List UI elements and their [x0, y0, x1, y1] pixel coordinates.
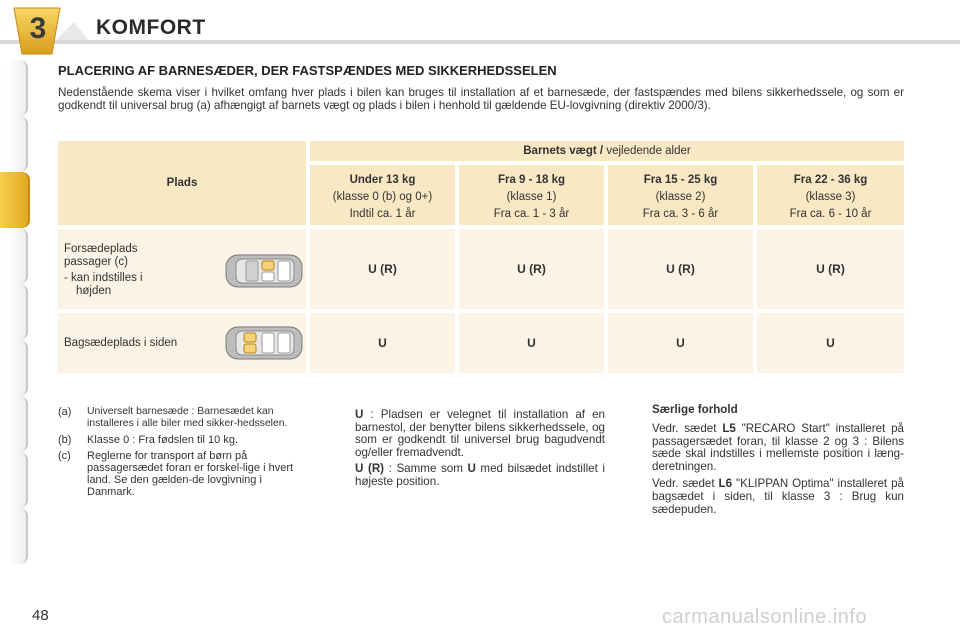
table-cell: U: [459, 313, 604, 373]
special-title: Særlige forhold: [652, 403, 738, 416]
car-seat-rear-icon: [224, 323, 304, 363]
chapter-tab[interactable]: [6, 116, 28, 172]
intro-paragraph: Nedenstående skema viser i hvilket omfang hver plads i bilen kan bruges til installation af et barnesæde, der fastspændes med bilens sikkerhedssele, og som er godkendt til universal brug (a) afhængigt af barnets vægt og plads i bilen i henhold til gældende EU-lovgivning (direktiv 2000/3).: [58, 86, 904, 112]
footnote: (b) Klasse 0 : Fra fødslen til 10 kg.: [58, 434, 239, 446]
section-title: PLACERING AF BARNESÆDER, DER FASTSPÆNDES MED SIKKERHEDSSELEN: [58, 63, 557, 78]
table-cell: U (R): [310, 229, 455, 309]
table-cell: U (R): [459, 229, 604, 309]
chapter-tab[interactable]: [6, 396, 28, 452]
chapter-tab[interactable]: [6, 452, 28, 508]
weight-column-2: Fra 15 - 25 kg (klasse 2) Fra ca. 3 - 6 år: [608, 165, 753, 225]
table-row-front-passenger: [58, 229, 306, 309]
chapter-tab[interactable]: [6, 340, 28, 396]
legend: [355, 409, 605, 493]
table-header-plads: Plads: [58, 141, 306, 225]
legend-u: U : Pladsen er velegnet til installation af en barnestol, der benytter bilens sikkerhedssele, og som er godkendt til universel brug bagudvendt og/eller fremadvendt.: [355, 408, 605, 459]
footnotes: [58, 406, 310, 502]
weight-column-0: Under 13 kg (klasse 0 (b) og 0+) Indtil ca. 1 år: [310, 165, 455, 225]
weight-column-1: Fra 9 - 18 kg (klasse 1) Fra ca. 1 - 3 år: [459, 165, 604, 225]
table-cell: U (R): [757, 229, 904, 309]
chapter-number: 3: [29, 12, 47, 45]
table-cell: U: [757, 313, 904, 373]
footnote: (c) Reglerne for transport af børn på passagersædet foran er forskel-lige i hvert land. Se den gælden-de lovgivning i Danmark.: [58, 450, 294, 498]
table-header-weight: Barnets vægt / vejledende alder: [310, 141, 904, 161]
car-seat-front-icon: [224, 251, 304, 291]
special-conditions: [652, 404, 904, 520]
page-number: 48: [32, 607, 49, 624]
special-p2: Vedr. sædet L6 "KLIPPAN Optima" installeret på bagsædet i siden, til klasse 3 : Brug kun sædepuden.: [652, 476, 904, 516]
table-cell: U: [608, 313, 753, 373]
chapter-title: KOMFORT: [96, 16, 206, 39]
chapter-tab[interactable]: [6, 60, 28, 116]
weight-column-3: Fra 22 - 36 kg (klasse 3) Fra ca. 6 - 10 år: [757, 165, 904, 225]
special-p1: Vedr. sædet L5 "RECARO Start" installeret på passagersædet foran, til klasse 2 og 3 : Bilens sæde skal indstilles i mellemste position i læng-deretningen.: [652, 421, 904, 474]
chapter-header: [0, 0, 960, 56]
table-row-rear-side: [58, 313, 306, 373]
row-label: Bagsædeplads i siden: [64, 337, 178, 349]
footnote: (a) Universelt barnesæde : Barnesædet kan installeres i alle biler med sikker-hedsselen.: [58, 406, 288, 429]
chapter-tab[interactable]: [6, 508, 28, 564]
legend-ur: U (R) : Samme som U med bilsædet indstillet i højeste position.: [355, 462, 605, 488]
row-label: Forsædeplads passager (c) - kan indstilles i højden: [64, 243, 143, 297]
chapter-tabs: [0, 60, 40, 580]
table-cell: U (R): [608, 229, 753, 309]
chapter-tab[interactable]: [6, 284, 28, 340]
table-cell: U: [310, 313, 455, 373]
chapter-tab-active[interactable]: [0, 172, 30, 228]
chapter-tab[interactable]: [6, 228, 28, 284]
watermark: carmanualsonline.info: [662, 606, 868, 628]
